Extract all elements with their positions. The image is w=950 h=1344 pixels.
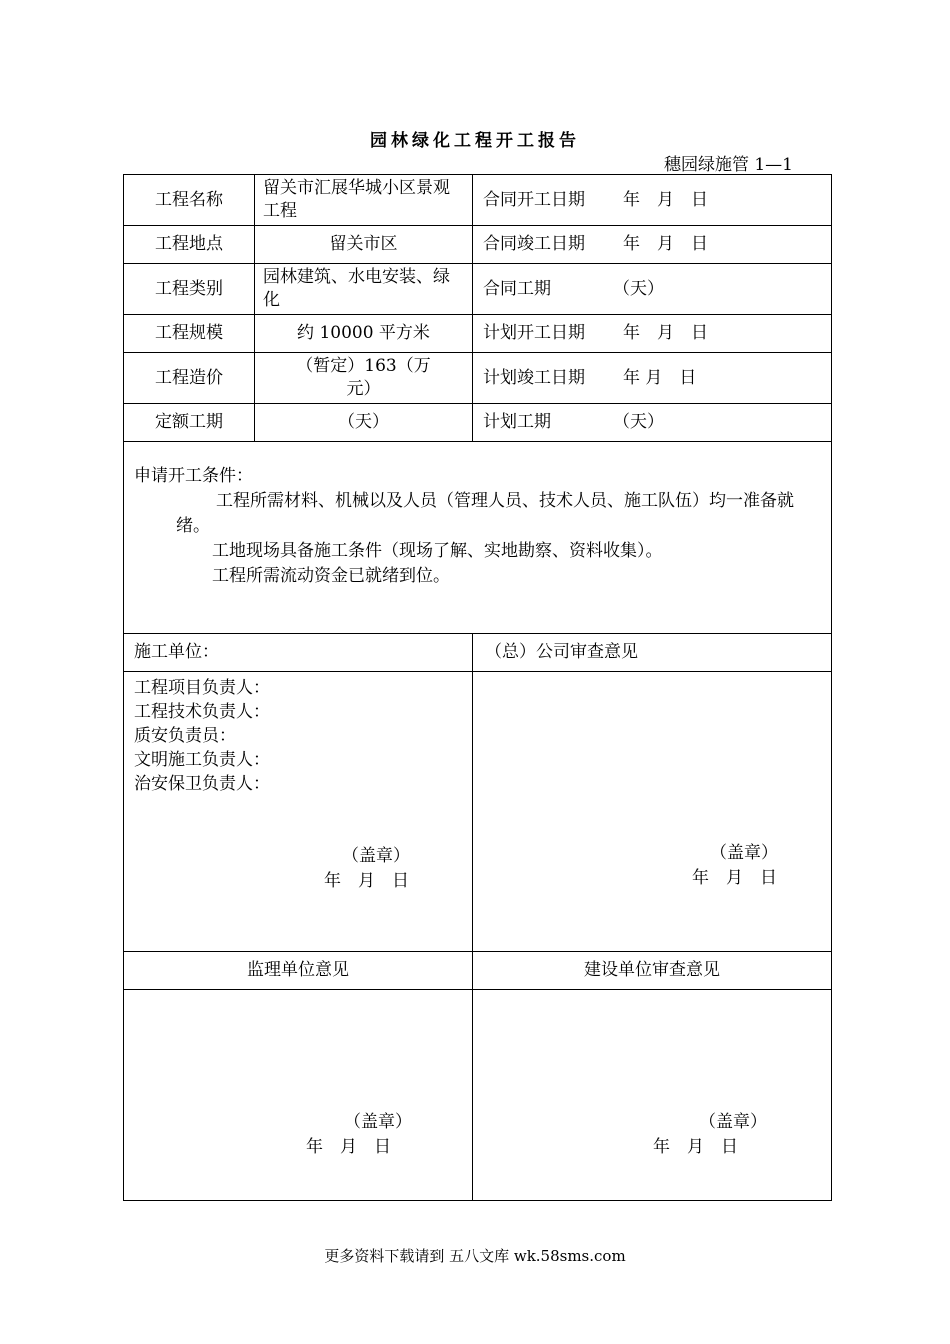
owner-review-signature-area	[473, 990, 832, 1201]
row-project-cost	[124, 353, 832, 404]
value-project-location: 留关市区	[255, 226, 473, 264]
supervision-date: 年 月 日	[306, 1137, 391, 1157]
supervision-signature-area	[124, 990, 473, 1201]
value-contract-start: 年 月 日	[623, 189, 708, 210]
supervision-heading: 监理单位意见	[124, 952, 473, 990]
label-project-name: 工程名称	[124, 175, 255, 226]
condition-item-1: 工程所需材料、机械以及人员（管理人员、技术人员、施工队伍）均一准备就绪。	[176, 491, 794, 536]
company-review-signature-area	[473, 672, 832, 952]
role-technical-lead: 工程技术负责人：	[134, 702, 270, 722]
row-quota-duration	[124, 404, 832, 442]
row-project-location	[124, 226, 832, 264]
value-planned-start: 年 月 日	[623, 323, 708, 343]
company-review-heading: （总）公司审查意见	[473, 634, 832, 672]
role-civilized-construction: 文明施工负责人：	[134, 750, 270, 770]
value-contract-end: 年 月 日	[623, 234, 708, 254]
condition-item-3: 工程所需流动资金已就绪到位。	[212, 566, 450, 586]
label-planned-duration: 计划工期	[483, 412, 551, 432]
conditions-cell	[124, 442, 832, 634]
form-code: 穗园绿施管 1—1	[663, 155, 793, 175]
role-quality-safety: 质安负责员：	[134, 726, 236, 746]
owner-review-stamp: （盖章）	[699, 1112, 767, 1132]
label-planned-start: 计划开工日期	[483, 323, 585, 343]
owner-review-heading: 建设单位审查意见	[473, 952, 832, 990]
value-project-name: 留关市汇展华城小区景观工程	[255, 175, 473, 226]
row-conditions	[124, 442, 832, 634]
value-planned-duration: （天）	[613, 412, 664, 432]
row-review-signatures	[124, 672, 832, 952]
role-project-manager: 工程项目负责人：	[134, 678, 270, 698]
row-project-name	[124, 175, 832, 226]
value-project-scale: 约 10000 平方米	[255, 315, 473, 353]
conditions-heading: 申请开工条件：	[134, 466, 253, 486]
label-contract-start: 合同开工日期	[483, 189, 585, 210]
construction-unit-heading: 施工单位：	[124, 634, 473, 672]
row-project-type	[124, 264, 832, 315]
report-table	[123, 174, 832, 1201]
label-project-cost: 工程造价	[124, 353, 255, 404]
label-project-type: 工程类别	[124, 264, 255, 315]
construction-unit-signature-area	[124, 672, 473, 952]
label-contract-end: 合同竣工日期	[483, 234, 585, 254]
label-quota-duration: 定额工期	[124, 404, 255, 442]
label-project-scale: 工程规模	[124, 315, 255, 353]
owner-review-date: 年 月 日	[653, 1137, 738, 1157]
company-review-date: 年 月 日	[692, 868, 777, 888]
document-title: 园林绿化工程开工报告	[370, 131, 580, 151]
label-planned-end: 计划竣工日期	[483, 367, 585, 388]
construction-unit-stamp: （盖章）	[342, 846, 410, 866]
value-project-cost: （暂定）163（万元）	[255, 353, 473, 404]
construction-unit-date: 年 月 日	[324, 871, 409, 891]
row-review-headings	[124, 634, 832, 672]
row-project-scale	[124, 315, 832, 353]
supervision-stamp: （盖章）	[344, 1112, 412, 1132]
role-security: 治安保卫负责人：	[134, 774, 270, 794]
row-approval-signatures	[124, 990, 832, 1201]
value-contract-duration: （天）	[613, 278, 664, 299]
value-planned-end: 年 月 日	[623, 367, 697, 388]
company-review-stamp: （盖章）	[710, 843, 778, 863]
condition-item-2: 工地现场具备施工条件（现场了解、实地勘察、资料收集）。	[212, 541, 663, 561]
value-quota-duration: （天）	[255, 404, 473, 442]
value-project-type: 园林建筑、水电安装、绿化	[255, 264, 473, 315]
label-project-location: 工程地点	[124, 226, 255, 264]
row-approval-headings	[124, 952, 832, 990]
footer-link-text: 更多资料下载请到 五八文库 wk.58sms.com	[324, 1247, 626, 1265]
label-contract-duration: 合同工期	[483, 278, 551, 299]
